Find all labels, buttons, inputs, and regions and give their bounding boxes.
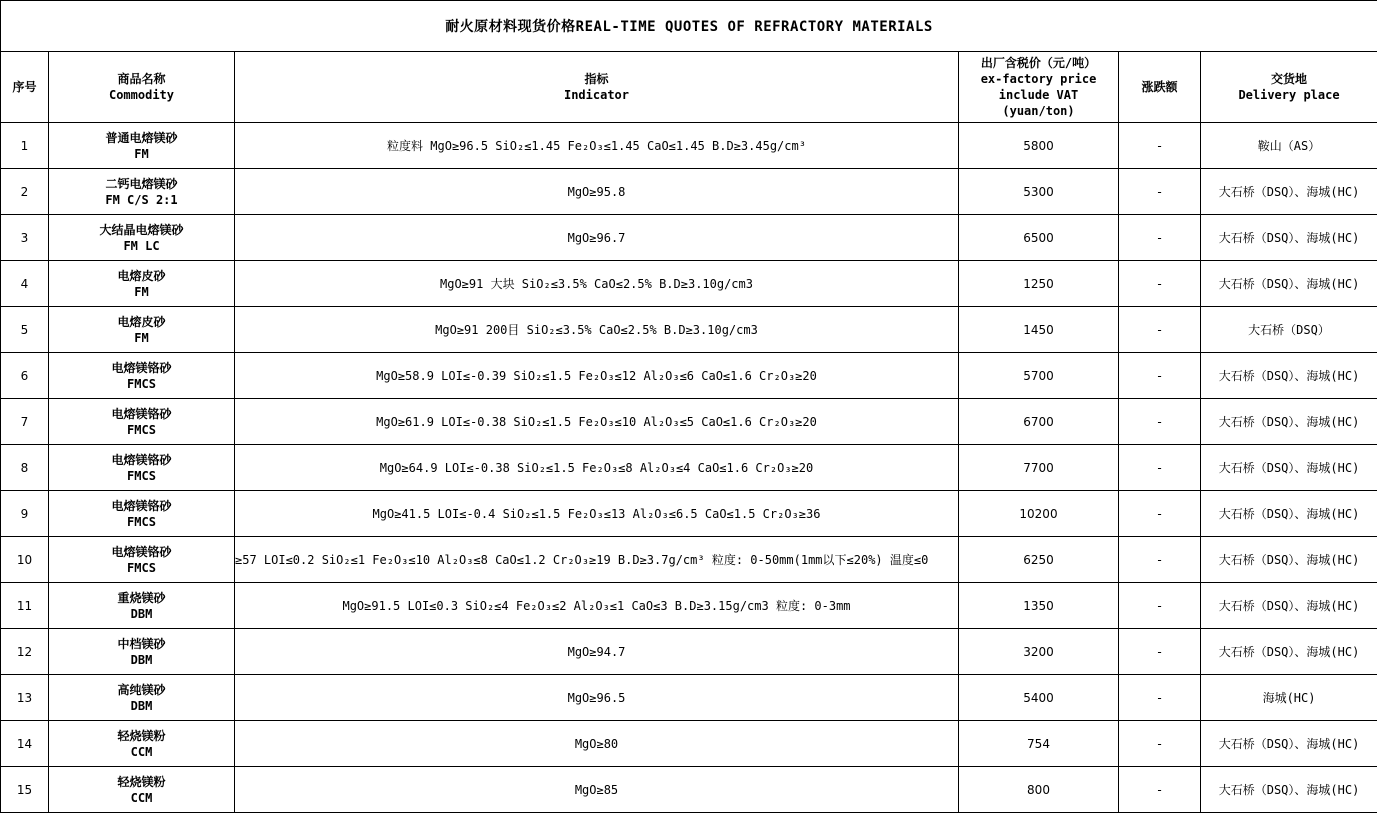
row-number: 4: [1, 261, 49, 307]
row-number: 12: [1, 629, 49, 675]
price-cell: 7700: [959, 445, 1119, 491]
table-row: [1, 399, 1377, 445]
table-row: [1, 353, 1377, 399]
commodity-name-en: FM: [134, 146, 149, 161]
indicator-cell: MgO≥95.8: [235, 169, 959, 215]
delivery-cell: 大石桥（DSQ）、海城(HC): [1201, 445, 1377, 491]
commodity-name-cn: 重烧镁砂: [117, 590, 166, 605]
header-price-line4: (yuan/ton): [1002, 104, 1075, 118]
indicator-cell: MgO≥96.7: [235, 215, 959, 261]
commodity-cell: [49, 721, 235, 767]
indicator-cell: MgO≥85: [235, 767, 959, 813]
change-cell: -: [1119, 307, 1201, 353]
commodity-name-en: FM: [134, 330, 149, 345]
commodity-cell: [49, 123, 235, 169]
delivery-cell: 大石桥（DSQ）、海城(HC): [1201, 767, 1377, 813]
commodity-name-cn: 电熔镁铬砂: [111, 498, 172, 513]
indicator-cell: MgO≥91 大块 SiO₂≤3.5% CaO≤2.5% B.D≥3.10g/cm3: [235, 261, 959, 307]
indicator-cell: MgO≥58.9 LOI≤-0.39 SiO₂≤1.5 Fe₂O₃≤12 Al₂O₃≤6 CaO≤1.6 Cr₂O₃≥20: [235, 353, 959, 399]
indicator-cell: 粒度料 MgO≥96.5 SiO₂≤1.45 Fe₂O₃≤1.45 CaO≤1.45 B.D≥3.45g/cm³: [235, 123, 959, 169]
row-number: 13: [1, 675, 49, 721]
price-cell: 3200: [959, 629, 1119, 675]
price-cell: 754: [959, 721, 1119, 767]
delivery-cell: 海城(HC): [1201, 675, 1377, 721]
price-cell: 6700: [959, 399, 1119, 445]
delivery-cell: 大石桥（DSQ）、海城(HC): [1201, 537, 1377, 583]
commodity-name-en: FM LC: [123, 238, 160, 253]
commodity-cell: [49, 215, 235, 261]
header-price: [959, 52, 1119, 123]
delivery-cell: 大石桥（DSQ）、海城(HC): [1201, 629, 1377, 675]
commodity-name-en: FMCS: [127, 514, 156, 529]
commodity-name-cn: 电熔皮砂: [117, 314, 166, 329]
table-row: [1, 491, 1377, 537]
commodity-name-cn: 电熔镁铬砂: [111, 452, 172, 467]
price-cell: 5300: [959, 169, 1119, 215]
commodity-cell: [49, 307, 235, 353]
delivery-cell: 大石桥（DSQ）、海城(HC): [1201, 353, 1377, 399]
commodity-name-cn: 轻烧镁粉: [117, 774, 166, 789]
price-cell: 5800: [959, 123, 1119, 169]
commodity-name-cn: 电熔镁铬砂: [111, 544, 172, 559]
table-row: [1, 215, 1377, 261]
commodity-cell: [49, 629, 235, 675]
header-indicator: [235, 52, 959, 123]
price-cell: 1450: [959, 307, 1119, 353]
commodity-cell: [49, 399, 235, 445]
row-number: 2: [1, 169, 49, 215]
commodity-name-cn: 电熔皮砂: [117, 268, 166, 283]
indicator-cell: ≥57 LOI≤0.2 SiO₂≤1 Fe₂O₃≤10 Al₂O₃≤8 CaO≤1.2 Cr₂O₃≥19 B.D≥3.7g/cm³ 粒度: 0-50mm(1mm以下≤20%) 温度≤0: [235, 537, 959, 583]
price-cell: 5400: [959, 675, 1119, 721]
commodity-name-en: FMCS: [127, 422, 156, 437]
change-cell: -: [1119, 583, 1201, 629]
change-cell: -: [1119, 353, 1201, 399]
change-cell: -: [1119, 537, 1201, 583]
commodity-name-en: FMCS: [127, 376, 156, 391]
delivery-cell: 大石桥（DSQ）、海城(HC): [1201, 583, 1377, 629]
indicator-cell: MgO≥80: [235, 721, 959, 767]
indicator-cell: MgO≥61.9 LOI≤-0.38 SiO₂≤1.5 Fe₂O₃≤10 Al₂O₃≤5 CaO≤1.6 Cr₂O₃≥20: [235, 399, 959, 445]
commodity-name-cn: 电熔镁铬砂: [111, 360, 172, 375]
commodity-cell: [49, 537, 235, 583]
change-cell: -: [1119, 399, 1201, 445]
header-delivery: [1201, 52, 1377, 123]
delivery-cell: 大石桥（DSQ）、海城(HC): [1201, 215, 1377, 261]
commodity-cell: [49, 445, 235, 491]
change-cell: -: [1119, 261, 1201, 307]
row-number: 5: [1, 307, 49, 353]
header-delivery-en: Delivery place: [1238, 88, 1340, 102]
table-row: [1, 537, 1377, 583]
table-row: [1, 307, 1377, 353]
commodity-name-cn: 电熔镁铬砂: [111, 406, 172, 421]
commodity-name-cn: 大结晶电熔镁砂: [99, 222, 184, 237]
price-cell: 6250: [959, 537, 1119, 583]
commodity-name-en: DBM: [130, 606, 153, 621]
row-number: 10: [1, 537, 49, 583]
row-number: 6: [1, 353, 49, 399]
commodity-name-cn: 高纯镁砂: [117, 682, 166, 697]
commodity-cell: [49, 675, 235, 721]
delivery-cell: 大石桥（DSQ）、海城(HC): [1201, 399, 1377, 445]
indicator-cell: MgO≥91 200目 SiO₂≤3.5% CaO≤2.5% B.D≥3.10g/cm3: [235, 307, 959, 353]
header-indicator-cn: 指标: [584, 72, 609, 86]
table-row: [1, 261, 1377, 307]
commodity-cell: [49, 767, 235, 813]
commodity-name-en: FMCS: [127, 468, 156, 483]
change-cell: -: [1119, 215, 1201, 261]
row-number: 11: [1, 583, 49, 629]
header-delivery-cn: 交货地: [1271, 72, 1308, 86]
change-cell: -: [1119, 767, 1201, 813]
header-price-line3: include VAT: [998, 88, 1079, 102]
commodity-name-en: DBM: [130, 698, 153, 713]
header-indicator-en: Indicator: [563, 88, 630, 102]
commodity-name-en: FM: [134, 284, 149, 299]
header-change: 涨跌额: [1119, 52, 1201, 123]
price-cell: 1250: [959, 261, 1119, 307]
table-row: [1, 721, 1377, 767]
delivery-cell: 大石桥（DSQ）、海城(HC): [1201, 491, 1377, 537]
delivery-cell: 大石桥（DSQ）、海城(HC): [1201, 169, 1377, 215]
row-number: 9: [1, 491, 49, 537]
change-cell: -: [1119, 169, 1201, 215]
header-price-line1: 出厂含税价（元/吨）: [980, 56, 1097, 70]
commodity-name-cn: 普通电熔镁砂: [105, 130, 178, 145]
price-cell: 5700: [959, 353, 1119, 399]
indicator-cell: MgO≥41.5 LOI≤-0.4 SiO₂≤1.5 Fe₂O₃≤13 Al₂O₃≤6.5 CaO≤1.5 Cr₂O₃≥36: [235, 491, 959, 537]
delivery-cell: 鞍山（AS）: [1201, 123, 1377, 169]
indicator-cell: MgO≥91.5 LOI≤0.3 SiO₂≤4 Fe₂O₃≤2 Al₂O₃≤1 CaO≤3 B.D≥3.15g/cm3 粒度: 0-3mm: [235, 583, 959, 629]
indicator-cell: MgO≥94.7: [235, 629, 959, 675]
commodity-name-cn: 轻烧镁粉: [117, 728, 166, 743]
price-cell: 6500: [959, 215, 1119, 261]
commodity-name-en: DBM: [130, 652, 153, 667]
indicator-cell: MgO≥64.9 LOI≤-0.38 SiO₂≤1.5 Fe₂O₃≤8 Al₂O₃≤4 CaO≤1.6 Cr₂O₃≥20: [235, 445, 959, 491]
table-row: [1, 629, 1377, 675]
indicator-cell: MgO≥96.5: [235, 675, 959, 721]
price-cell: 800: [959, 767, 1119, 813]
change-cell: -: [1119, 445, 1201, 491]
commodity-name-cn: 二钙电熔镁砂: [105, 176, 178, 191]
change-cell: -: [1119, 721, 1201, 767]
change-cell: -: [1119, 629, 1201, 675]
commodity-name-en: CCM: [130, 790, 153, 805]
change-cell: -: [1119, 491, 1201, 537]
header-price-line2: ex-factory price: [980, 72, 1097, 86]
delivery-cell: 大石桥（DSQ）: [1201, 307, 1377, 353]
table-row: [1, 123, 1377, 169]
delivery-cell: 大石桥（DSQ）、海城(HC): [1201, 721, 1377, 767]
commodity-name-en: FMCS: [127, 560, 156, 575]
price-cell: 1350: [959, 583, 1119, 629]
table-row: [1, 169, 1377, 215]
delivery-cell: 大石桥（DSQ）、海城(HC): [1201, 261, 1377, 307]
table-row: [1, 445, 1377, 491]
header-commodity-en: Commodity: [108, 88, 175, 102]
row-number: 8: [1, 445, 49, 491]
change-cell: -: [1119, 675, 1201, 721]
commodity-name-en: FM C/S 2:1: [105, 192, 178, 207]
change-cell: -: [1119, 123, 1201, 169]
row-number: 3: [1, 215, 49, 261]
row-number: 1: [1, 123, 49, 169]
commodity-cell: [49, 353, 235, 399]
row-number: 7: [1, 399, 49, 445]
commodity-name-en: CCM: [130, 744, 153, 759]
commodity-cell: [49, 491, 235, 537]
table-title: 耐火原材料现货价格REAL-TIME QUOTES OF REFRACTORY MATERIALS: [1, 1, 1377, 52]
header-row: [1, 52, 1377, 123]
header-commodity-cn: 商品名称: [117, 72, 166, 86]
table-row: [1, 675, 1377, 721]
table-row: [1, 767, 1377, 813]
price-cell: 10200: [959, 491, 1119, 537]
row-number: 14: [1, 721, 49, 767]
commodity-cell: [49, 261, 235, 307]
header-commodity: [49, 52, 235, 123]
header-no: 序号: [1, 52, 49, 123]
commodity-cell: [49, 583, 235, 629]
commodity-name-cn: 中档镁砂: [117, 636, 166, 651]
commodity-cell: [49, 169, 235, 215]
table-row: [1, 583, 1377, 629]
row-number: 15: [1, 767, 49, 813]
